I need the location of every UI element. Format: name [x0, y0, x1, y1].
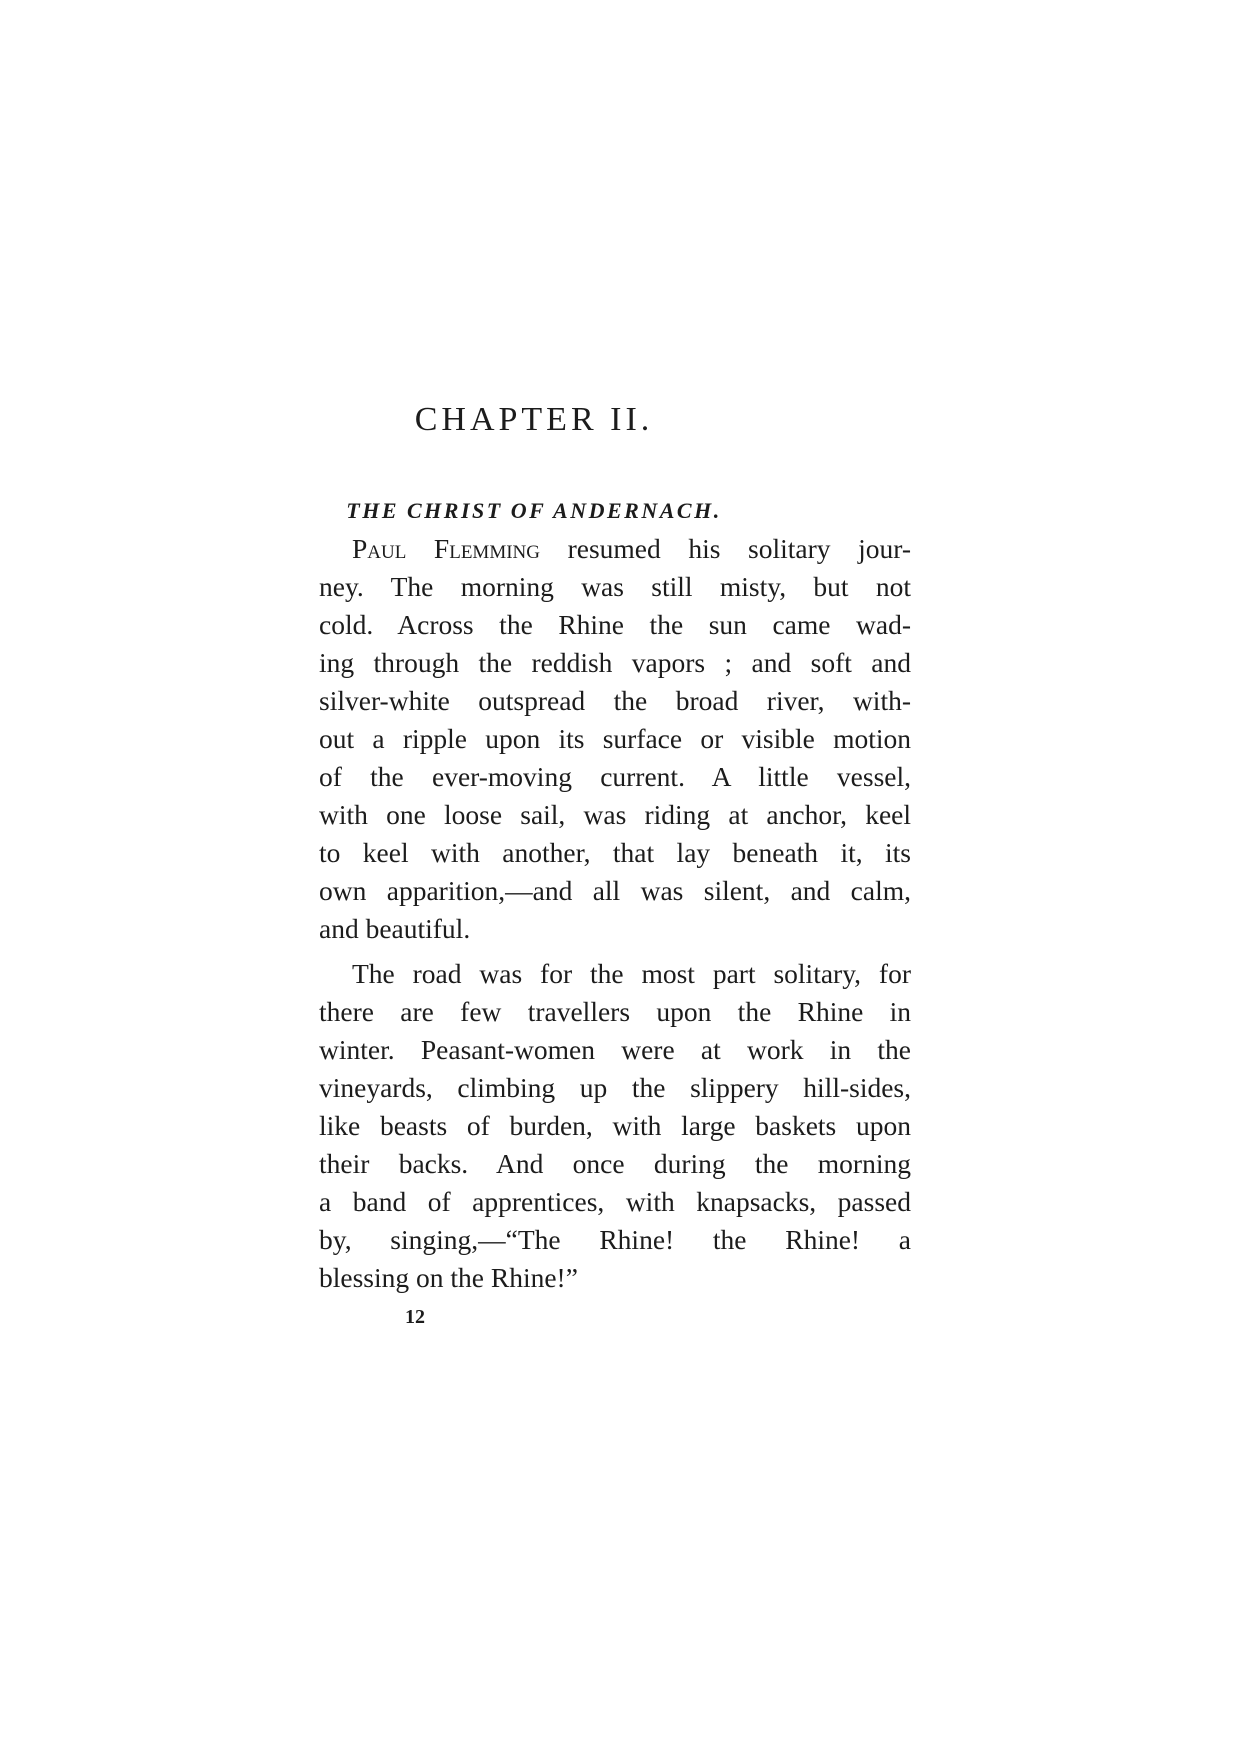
chapter-subtitle: THE CHRIST OF ANDERNACH. — [346, 498, 722, 523]
paragraph-1-line-1 — [352, 530, 911, 568]
paragraph-1-line-8: with one loose sail, was riding at anchor, keel — [319, 799, 911, 830]
paragraph-1-line-2: ney. The morning was still misty, but not — [319, 571, 911, 602]
paragraph-2-line-2: there are few travellers upon the Rhine in — [319, 996, 911, 1027]
paragraph-2-line-1: The road was for the most part solitary, for — [352, 958, 911, 989]
paragraph-2-line-3: winter. Peasant-women were at work in the — [319, 1034, 911, 1065]
paragraph-2-line-7: a band of apprentices, with knapsacks, passed — [319, 1186, 911, 1217]
paragraph-2-line-5: like beasts of burden, with large baskets upon — [319, 1110, 911, 1141]
paragraph-1-line-10: own apparition,—and all was silent, and calm, — [319, 875, 911, 906]
chapter-title: CHAPTER II. — [414, 401, 654, 438]
paragraph-2-line-4: vineyards, climbing up the slippery hill-sides, — [319, 1072, 911, 1103]
paragraph-1-line-3: cold. Across the Rhine the sun came wad- — [319, 609, 911, 640]
paragraph-1-line-11: and beautiful. — [319, 913, 471, 944]
paragraph-1-line-7: of the ever-moving current. A little vessel, — [319, 761, 911, 792]
paragraph-2-line-8: by, singing,—“The Rhine! the Rhine! a — [319, 1224, 911, 1255]
paragraph-1-line-1-text: resumed his solitary jour- — [540, 533, 911, 564]
paragraph-1-line-4: ing through the reddish vapors ; and soft and — [319, 647, 911, 678]
character-name: Paul Flemming — [352, 533, 540, 564]
page-number: 12 — [405, 1306, 425, 1328]
paragraph-2-line-9: blessing on the Rhine!” — [319, 1262, 578, 1293]
paragraph-1-line-9: to keel with another, that lay beneath it, its — [319, 837, 911, 868]
paragraph-1-line-5: silver-white outspread the broad river, with- — [319, 685, 911, 716]
paragraph-2-line-6: their backs. And once during the morning — [319, 1148, 911, 1179]
paragraph-1-line-6: out a ripple upon its surface or visible motion — [319, 723, 911, 754]
